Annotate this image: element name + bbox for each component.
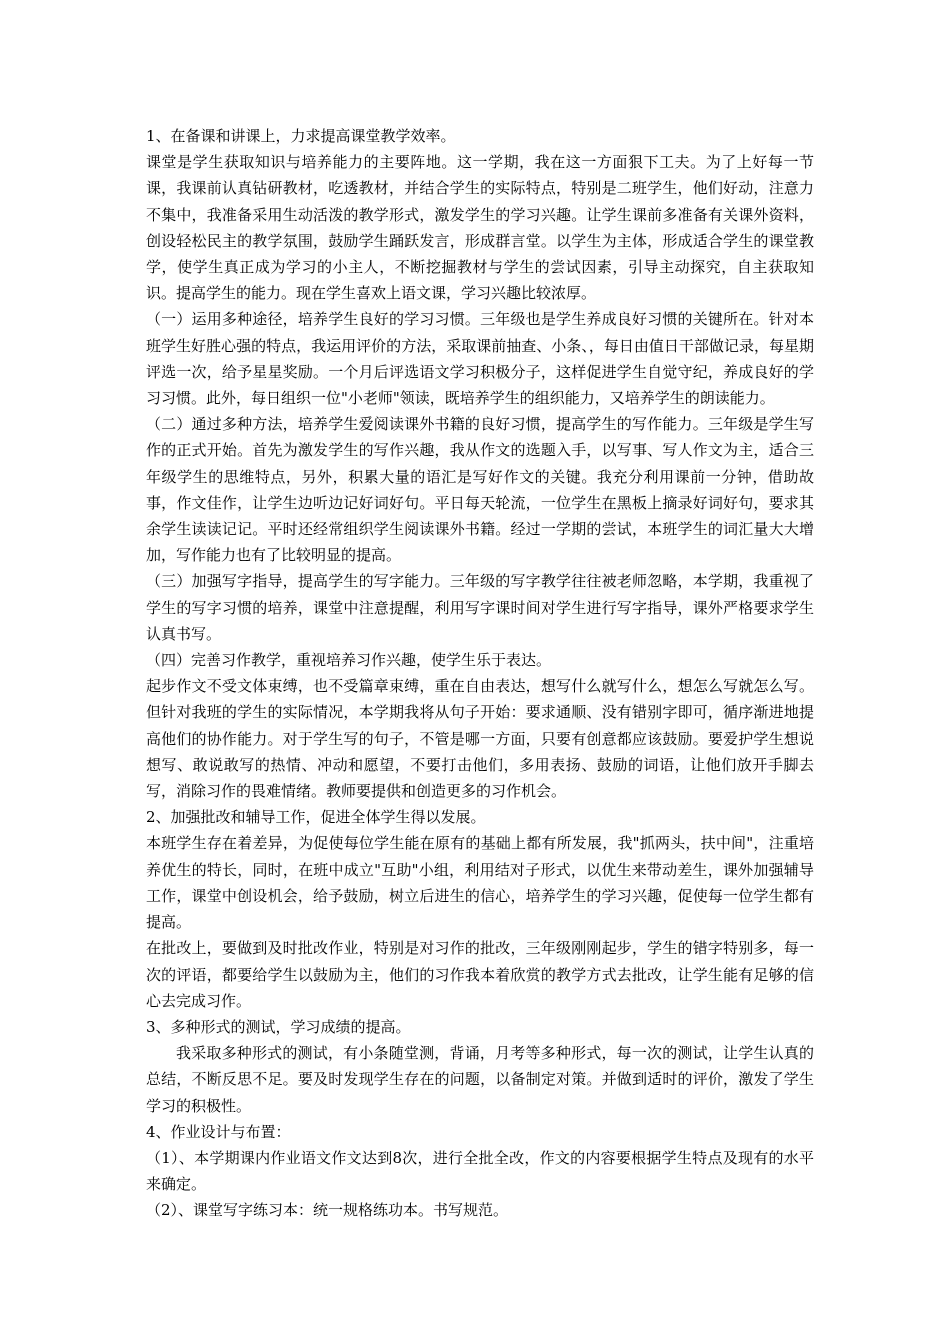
paragraph: 本班学生存在着差异，为促使每位学生能在原有的基础上都有所发展，我"抓两头，扶中间"，注重培养优生的特长，同时，在班中成立"互助"小组，利用结对子形式，以优生来带动差生，课外加强辅导工作，课堂中创设机会，给予鼓励，树立后进生的信心，培养学生的学习兴趣，促使每一位学生都有提高。 <box>146 834 814 932</box>
paragraph: （一）运用多种途径，培养学生良好的学习习惯。三年级也是学生养成良好习惯的关键所在。针对本班学生好胜心强的特点，我运用评价的方法，采取课前抽查、小条、，每日由值日干部做记录，每星期评选一次，给予星星奖励。一个月后评选语文学习积极分子，这样促进学生自觉守纪，养成良好的学习习惯。此外，每日组织一位"小老师"领读，既培养学生的组织能力，又培养学生的朗读能力。 <box>146 310 814 408</box>
subheading: （四）完善习作教学，重视培养习作兴趣，使学生乐于表达。 <box>146 651 552 670</box>
paragraph: （二）通过多种方法，培养学生爱阅读课外书籍的良好习惯，提高学生的写作能力。三年级是学生写作的正式开始。首先为激发学生的写作兴趣，我从作文的选题入手，以写事、写人作文为主，适合三年级学生的思维特点，另外，积累大量的语汇是写好作文的关键。我充分利用课前一分钟，借助故事，作文佳作，让学生边听边记好词好句。平日每天轮流，一位学生在黑板上摘录好词好句，要求其余学生读读记记。平时还经常组织学生阅读课外书籍。经过一学期的尝试，本班学生的词汇量大大增加，写作能力也有了比较明显的提高。 <box>146 415 814 565</box>
heading-3: 3、多种形式的测试，学习成绩的提高。 <box>146 1017 411 1036</box>
paragraph: 在批改上，要做到及时批改作业，特别是对习作的批改，三年级刚刚起步，学生的错字特别多，每一次的评语，都要给学生以鼓励为主，他们的习作我本着欣赏的教学方式去批改，让学生能有足够的信心去完成习作。 <box>146 939 814 1010</box>
paragraph: 课堂是学生获取知识与培养能力的主要阵地。这一学期，我在这一方面狠下工夫。为了上好每一节课，我课前认真钻研教材，吃透教材，并结合学生的实际特点，特别是二班学生，他们好动，注意力不集中，我准备采用生动活泼的教学形式，激发学生的学习兴趣。让学生课前多准备有关课外资料，创设轻松民主的教学氛围，鼓励学生踊跃发言，形成群言堂。以学生为主体，形成适合学生的课堂教学，使学生真正成为学习的小主人，不断挖掘教材与学生的尝试因素，引导主动探究，自主获取知识。提高学生的能力。现在学生喜欢上语文课，学习兴趣比较浓厚。 <box>146 153 814 303</box>
heading-2: 2、加强批改和辅导工作，促进全体学生得以发展。 <box>146 808 486 827</box>
heading-4: 4、作业设计与布置： <box>146 1122 291 1141</box>
paragraph: 我采取多种形式的测试，有小条随堂测，背诵，月考等多种形式，每一次的测试，让学生认真的总结，不断反思不足。要及时发现学生存在的问题，以备制定对策。并做到适时的评价，激发了学生学习的积极性。 <box>146 1044 814 1115</box>
heading-1: 1、在备课和讲课上，力求提高课堂教学效率。 <box>146 127 456 145</box>
list-item: （1）、本学期课内作业语文作文达到8次，进行全批全改，作文的内容要根据学生特点及现有的水平来确定。 <box>146 1148 814 1194</box>
paragraph: （三）加强写字指导，提高学生的写字能力。三年级的写字教学往往被老师忽略，本学期，我重视了学生的写字习惯的培养，课堂中注意提醒，利用写字课时间对学生进行写字指导，课外严格要求学生认真书写。 <box>146 572 814 643</box>
list-item: （2）、课堂写字练习本：统一规格练功本。书写规范。 <box>146 1201 509 1220</box>
document-body <box>146 123 814 1224</box>
paragraph: 起步作文不受文体束缚，也不受篇章束缚，重在自由表达，想写什么就写什么，想怎么写就怎么写。但针对我班的学生的实际情况，本学期我将从句子开始：要求通顺、没有错别字即可，循序渐进地提高他们的协作能力。对于学生写的句子，不管是哪一方面，只要有创意都应该鼓励。要爱护学生想说想写、敢说敢写的热情、冲动和愿望，不要打击他们，多用表扬、鼓励的词语，让他们放开手脚去写，消除习作的畏难情绪。教师要提供和创造更多的习作机会。 <box>146 677 814 801</box>
